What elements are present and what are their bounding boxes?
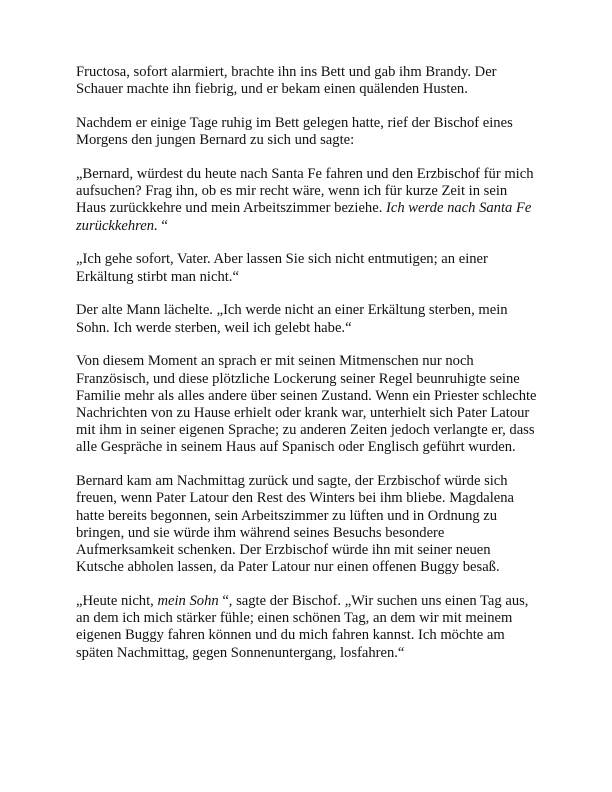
paragraph-2-text: Nachdem er einige Tage ruhig im Bett gelegen hatte, rief der Bischof eines Morgens den jungen Bernard zu sich und sagte: — [76, 115, 513, 149]
paragraph-2 — [76, 115, 540, 149]
paragraph-3 — [76, 166, 540, 235]
paragraph-5-text: Der alte Mann lächelte. „Ich werde nicht an einer Erkältung sterben, mein Sohn. Ich werde sterben, weil ich gelebt habe.“ — [76, 302, 508, 336]
paragraph-5 — [76, 302, 540, 336]
paragraph-8-italic: mein Sohn — [157, 593, 219, 610]
paragraph-6-text: Von diesem Moment an sprach er mit seinen Mitmenschen nur noch Französisch, und diese plötzliche Lockerung seiner Regel beunruhigte seine Familie mehr als alles andere über seinen Zustand. Wenn ein Priester schlechte Nachrichten von zu Hause erhielt oder krank war, unterhielt sich Pater Latour mit ihm in seiner eigenen Sprache; zu anderen Zeiten jedoch verlangte er, dass alle Gespräche in seinem Haus auf Spanisch oder Englisch geführt wurden. — [76, 353, 537, 456]
paragraph-8-after: “, sagte der Bischof. „Wir suchen uns einen Tag aus, an dem ich mich stärker fühle; einen schönen Tag, an dem wir mit meinem eigenen Buggy fahren können und du mich fahren kannst. Ich möchte am späten Nachmittag, gegen Sonnenuntergang, losfahren.“ — [76, 593, 529, 661]
paragraph-3-italic: Ich werde nach Santa Fe zurückkehren. — [76, 200, 532, 234]
paragraph-7 — [76, 473, 540, 576]
paragraph-8-text: „Heute nicht, — [76, 593, 158, 610]
document-page — [76, 64, 540, 678]
paragraph-1 — [76, 64, 540, 98]
paragraph-6 — [76, 353, 540, 456]
paragraph-7-text: Bernard kam am Nachmittag zurück und sagte, der Erzbischof würde sich freuen, wenn Pater Latour den Rest des Winters bei ihm bliebe. Magdalena hatte bereits begonnen, sein Arbeitszimmer zu lüften und in Ordnung zu bringen, und sie würde ihm während seines Besuchs besondere Aufmerksamkeit schenken. Der Erzbischof würde ihn mit seiner neuen Kutsche abholen lassen, da Pater Latour nur einen offenen Buggy besaß. — [76, 473, 515, 576]
paragraph-3-after: “ — [157, 217, 168, 234]
paragraph-1-text: Fructosa, sofort alarmiert, brachte ihn ins Bett und gab ihm Brandy. Der Schauer machte ihn fiebrig, und er bekam einen quälenden Husten. — [76, 64, 497, 98]
paragraph-4-text: „Ich gehe sofort, Vater. Aber lassen Sie sich nicht entmutigen; an einer Erkältung stirbt man nicht.“ — [76, 251, 488, 285]
paragraph-3-text: „Bernard, würdest du heute nach Santa Fe fahren und den Erzbischof für mich aufsuchen? Frag ihn, ob es mir recht wäre, wenn ich für kurze Zeit in sein Haus zurückkehre und mein Arbeitszimmer beziehe. — [76, 166, 534, 217]
paragraph-8 — [76, 593, 540, 662]
paragraph-4 — [76, 251, 540, 285]
